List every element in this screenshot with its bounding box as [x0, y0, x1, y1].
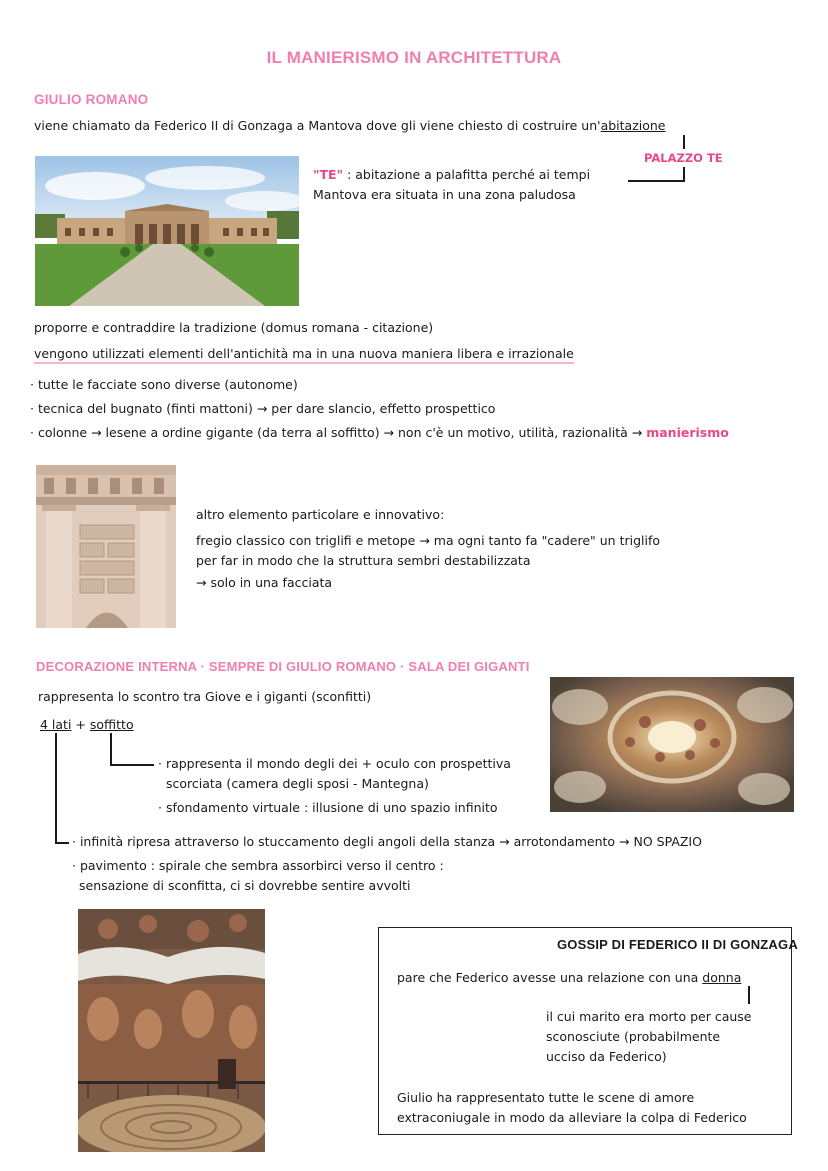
bullet-bugnato: · tecnica del bugnato (finti mattoni) → per dare slancio, effetto prospettico: [30, 401, 496, 416]
donna-word: donna: [702, 970, 742, 985]
te-text: : abitazione a palafitta perché ai tempi: [347, 167, 591, 182]
soffitto-word: soffitto: [89, 717, 134, 732]
plus-sign: +: [75, 717, 86, 732]
lati-word: 4 lati: [40, 717, 72, 732]
facade-detail-photo: [36, 465, 176, 628]
bullet-facciate: · tutte le facciate sono diverse (autonome): [30, 377, 298, 392]
connector-line: [55, 733, 57, 843]
pavimento-line-2: sensazione di sconfitta, ci si dovrebbe sentire avvolti: [79, 878, 411, 893]
lati-soffitto-line: [40, 717, 134, 732]
connector-line: [55, 842, 69, 844]
te-description-line-1: [313, 167, 590, 182]
section-heading-decorazione: DECORAZIONE INTERNA · SEMPRE DI GIULIO ROMANO · SALA DEI GIGANTI: [36, 659, 530, 674]
page-title: IL MANIERISMO IN ARCHITETTURA: [266, 48, 562, 67]
connector-line: [748, 986, 750, 1004]
bullet-colonne-text: · colonne → lesene a ordine gigante (da terra al soffitto) → non c'è un motivo, utilità, razionalità →: [30, 425, 643, 440]
frieze-intro: altro elemento particolare e innovativo:: [196, 507, 445, 522]
soffitto-line-3: · sfondamento virtuale : illusione di uno spazio infinito: [158, 800, 498, 815]
pavimento-line-1: · pavimento : spirale che sembra assorbirci verso il centro :: [72, 858, 444, 873]
connector-line: [628, 180, 685, 182]
sala-giganti-room-photo: [78, 909, 265, 1152]
frieze-line-3: → solo in una facciata: [196, 575, 333, 590]
soffitto-line-2: scorciata (camera degli sposi - Mantegna): [166, 776, 429, 791]
connector-line: [110, 764, 154, 766]
gossip-text: pare che Federico avesse una relazione con una: [397, 970, 703, 985]
gossip-title: GOSSIP DI FEDERICO II DI GONZAGA: [557, 937, 798, 952]
frieze-line-2: per far in modo che la struttura sembri destabilizzata: [196, 553, 531, 568]
tradition-line-2: [34, 346, 574, 361]
manierismo-word: manierismo: [646, 425, 729, 440]
gossip-line-4: ucciso da Federico): [546, 1049, 667, 1064]
te-description-line-2: Mantova era situata in una zona paludosa: [313, 187, 576, 202]
gossip-line-3: sconosciute (probabilmente: [546, 1029, 721, 1044]
tradition-highlight: vengono utilizzati elementi dell'antichità ma in una nuova maniera libera e irrazionale: [34, 346, 574, 364]
bullet-colonne: [30, 425, 729, 440]
te-quote: "TE": [313, 167, 344, 182]
gossip-line-1: [397, 970, 741, 985]
intro-line: [34, 118, 666, 133]
intro-text: viene chiamato da Federico II di Gonzaga a Mantova dove gli viene chiesto di costruire un': [34, 118, 601, 133]
abitazione-word: abitazione: [600, 118, 666, 133]
section-heading-giulio-romano: GIULIO ROMANO: [34, 92, 149, 107]
frieze-line-1: fregio classico con triglifi e metope → ma ogni tanto fa "cadere" un triglifo: [196, 533, 661, 548]
sala-giganti-ceiling-photo: [550, 677, 794, 812]
connector-line: [683, 135, 685, 149]
tradition-line-1: proporre e contraddire la tradizione (domus romana - citazione): [34, 320, 434, 335]
gossip-line-2: il cui marito era morto per cause: [546, 1009, 752, 1024]
lati-line-1: · infinità ripresa attraverso lo stuccamento degli angoli della stanza → arrotondamento → NO SPAZIO: [72, 834, 702, 849]
palazzo-te-photo: [35, 156, 299, 306]
soffitto-line-1: · rappresenta il mondo degli dei + oculo con prospettiva: [158, 756, 511, 771]
palazzo-te-label: PALAZZO TE: [644, 151, 723, 165]
gossip-line-5: Giulio ha rappresentato tutte le scene di amore: [397, 1090, 695, 1105]
gossip-line-6: extraconiugale in modo da alleviare la colpa di Federico: [397, 1110, 747, 1125]
connector-line: [110, 733, 112, 765]
giganti-line: rappresenta lo scontro tra Giove e i giganti (sconfitti): [38, 689, 372, 704]
connector-line: [683, 167, 685, 181]
